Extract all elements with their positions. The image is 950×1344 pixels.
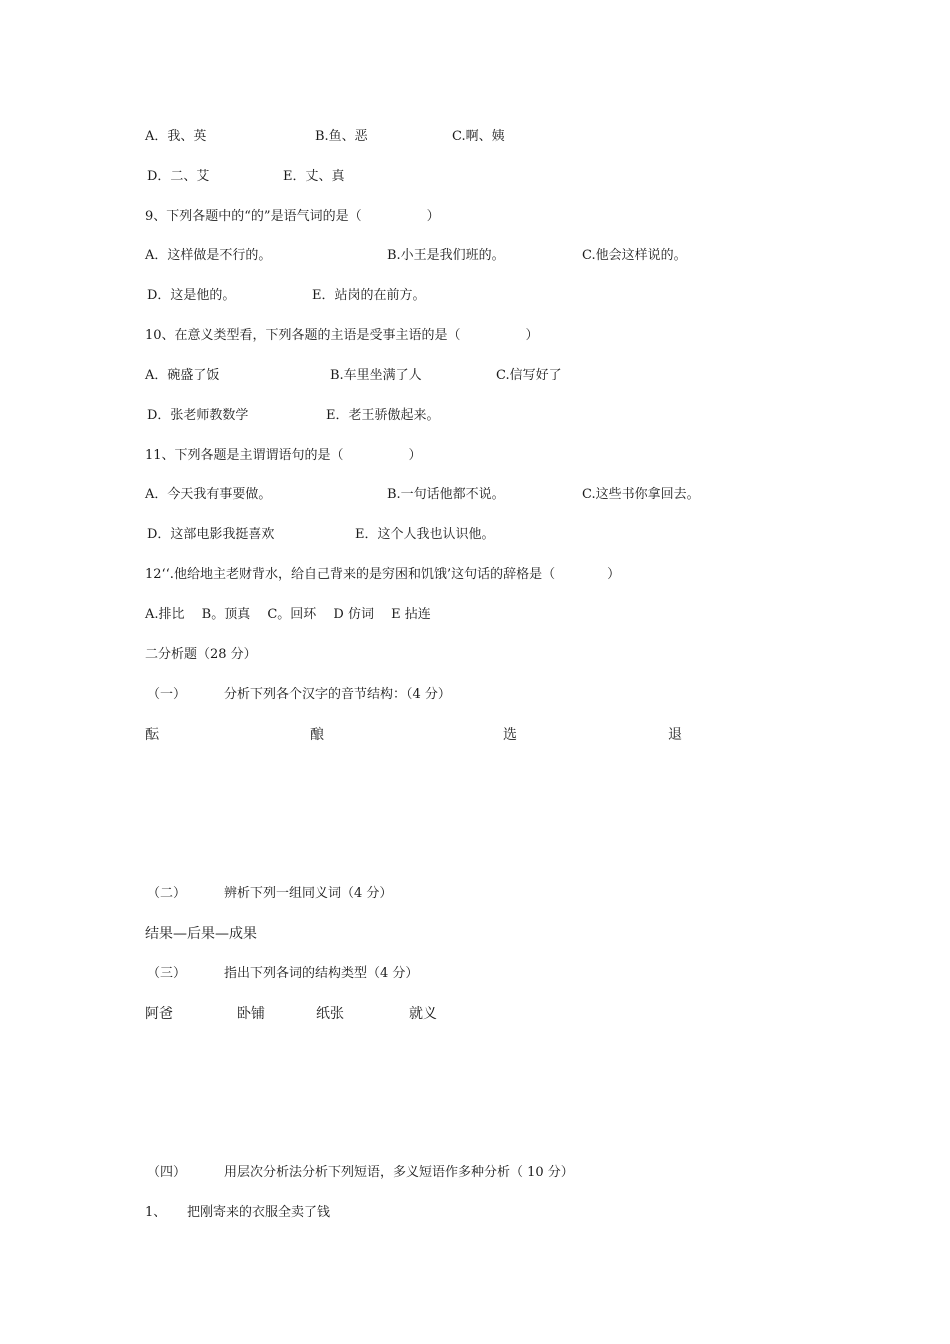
section1-number: （一） [147, 687, 187, 702]
section2-number: （二） [147, 886, 187, 901]
q12-stem: 12‘‘.他给地主老财背水，给自己背来的是穷困和饥饿’这句话的辞格是（ ） [145, 567, 621, 582]
q10-option-e: E．老王骄傲起来。 [326, 408, 440, 423]
q9-stem: 9、下列各题中的“的”是语气词的是（ ） [145, 209, 440, 224]
q8-option-d: D．二、艾 [147, 169, 210, 184]
q9-option-e: E．站岗的在前方。 [312, 288, 426, 303]
q10-option-b: B.车里坐满了人 [330, 368, 422, 383]
q9-option-a: A．这样做是不行的。 [145, 248, 272, 263]
q11-stem: 11、下列各题是主谓谓语句的是（ ） [145, 448, 422, 463]
q11-option-a: A．今天我有事要做。 [145, 487, 272, 502]
q10-option-a: A．碗盛了饭 [145, 368, 220, 383]
section3-instruction: 指出下列各词的结构类型（4 分） [224, 966, 419, 981]
q8-option-a: A．我、英 [145, 129, 207, 144]
section3-word-3: 纸张 [316, 1006, 344, 1022]
q11-option-b: B.一句话他都不说。 [387, 487, 505, 502]
section3-word-1: 阿爸 [145, 1006, 173, 1022]
q10-stem: 10、在意义类型看，下列各题的主语是受事主语的是（ ） [145, 328, 539, 343]
section2-instruction: 辨析下列一组同义词（4 分） [224, 886, 393, 901]
section1-char-4: 退 [668, 727, 682, 743]
section4-item1-number: 1、 [145, 1205, 167, 1220]
q9-option-d: D．这是他的。 [147, 288, 236, 303]
q11-option-c: C.这些书你拿回去。 [582, 487, 700, 502]
section1-char-1: 酝 [145, 727, 159, 743]
section4-instruction: 用层次分析法分析下列短语，多义短语作多种分析（ 10 分） [224, 1165, 574, 1180]
q9-option-b: B.小王是我们班的。 [387, 248, 505, 263]
q10-option-c: C.信写好了 [496, 368, 562, 383]
q8-option-b: B.鱼、恶 [315, 129, 368, 144]
q10-option-d: D．张老师教数学 [147, 408, 249, 423]
q8-option-e: E．丈、真 [283, 169, 345, 184]
section1-char-2: 酿 [310, 727, 324, 743]
section3-word-2: 卧铺 [237, 1006, 265, 1022]
part2-title: 二分析题（28 分） [145, 647, 257, 662]
q11-option-d: D．这部电影我挺喜欢 [147, 527, 275, 542]
section4-item1-text: 把刚寄来的衣服全卖了钱 [187, 1205, 331, 1220]
q12-options: A.排比 B。顶真 C。回环 D 仿词 E 拈连 [145, 607, 431, 622]
section4-number: （四） [147, 1165, 187, 1180]
q11-option-e: E．这个人我也认识他。 [355, 527, 495, 542]
q9-option-c: C.他会这样说的。 [582, 248, 687, 263]
section2-words: 结果—后果—成果 [145, 926, 257, 942]
section1-instruction: 分析下列各个汉字的音节结构：（4 分） [224, 687, 451, 702]
section1-char-3: 选 [503, 727, 517, 743]
section3-number: （三） [147, 966, 187, 981]
q8-option-c: C.啊、姨 [452, 129, 505, 144]
section3-word-4: 就义 [409, 1006, 437, 1022]
